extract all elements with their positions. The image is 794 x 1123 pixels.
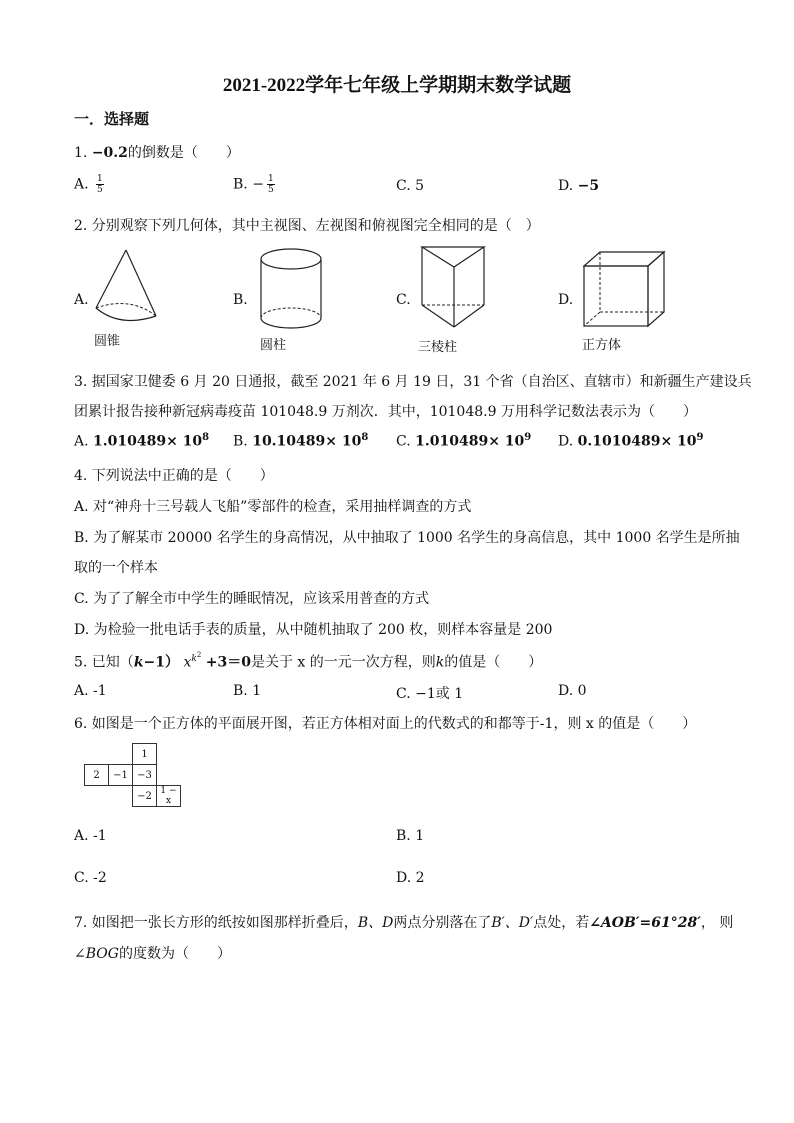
net-cell: 1 − x [157,786,181,807]
cone-figure [90,250,170,330]
q1-a-den: 5 [97,185,103,195]
cylinder-figure [260,248,330,332]
q5-tail: 的值是（ ） [444,654,543,671]
question-6-stem: 6. 如图是一个正方体的平面展开图，若正方体相对面上的代数式的和都等于-1，则 x 的值是（ ） [74,716,697,732]
q3-option-c [396,432,531,450]
q2-b-label: B. [233,292,248,308]
q3-b-exp: 8 [361,432,369,443]
question-4-stem: 4. 下列说法中正确的是（ ） [74,468,274,484]
q2-c-caption: 三棱柱 [418,340,458,355]
q3-b-base: 10.10489× 10 [252,433,362,450]
net-cell: −1 [109,765,133,786]
q1-number: 1. [74,145,92,161]
q6-option-d: D. 2 [396,870,425,886]
q7-angle-aob: ∠AOB′=61°28′ [589,915,701,931]
q2-d-label: D. [558,292,574,308]
q5-sup-2: 2 [196,651,202,659]
question-1-stem [74,142,240,162]
q4-option-c: C. 为了了解全市中学生的睡眠情况，应该采用普查的方式 [74,591,430,607]
q5-option-d: D. 0 [558,683,587,699]
question-3-line-2: 团累计报告接种新冠病毒疫苗 101048.9 万剂次．其中，101048.9 万用科学记数法表示为（ ） [74,404,697,420]
q3-b-label: B. [233,433,248,450]
q1-math: −0.2 [91,145,128,161]
q1-a-label: A. [74,176,89,193]
q5-prefix: 5. 已知（ [74,654,134,671]
q3-a-label: A. [74,433,89,450]
q5-equation-tail: +3＝0 [205,654,251,671]
triangular-prism-figure [418,245,488,335]
q3-a-exp: 8 [202,432,210,443]
q7-bd: B、D [357,915,394,931]
net-cell: −3 [133,765,157,786]
q3-c-exp: 9 [524,432,532,443]
q6-option-c: C. -2 [74,870,107,886]
q3-c-label: C. [396,433,411,450]
question-2-stem: 2. 分别观察下列几何体，其中主视图、左视图和俯视图完全相同的是（ ） [74,218,540,234]
q5-sup-k: k [191,654,197,664]
q2-d-caption: 正方体 [582,338,622,353]
cube-figure [582,250,672,330]
q7-mid2: 点处，若 [533,915,590,931]
q1-a-num: 1 [97,174,103,184]
q5-option-a: A. -1 [74,683,107,699]
section-heading: 一．选择题 [74,110,150,128]
q7-tail-2: 的度数为（ ） [118,946,231,962]
q6-option-b: B. 1 [396,828,425,844]
net-cell-top: 1 [133,744,157,765]
q1-option-d [558,178,599,194]
q1-suffix: 的倒数是（ ） [127,145,240,161]
q1-b-fraction [267,174,275,195]
q7-bd-prime: B′、D′ [491,915,534,931]
q1-a-fraction [96,174,104,195]
q5-k-2: k [435,654,445,671]
q1-option-c: C. 5 [396,178,425,194]
q2-a-label: A. [74,292,89,308]
question-7-stem [74,912,733,932]
question-3-line-1: 3. 据国家卫健委 6 月 20 日通报，截至 2021 年 6 月 19 日，31 个省（自治区、直辖市）和新疆生产建设兵 [74,374,752,390]
q1-b-sign: − [252,176,264,193]
q1-option-b [233,174,275,195]
page-title: 2021-2022学年七年级上学期期末数学试题 [222,75,572,96]
q1-b-num: 1 [267,174,274,184]
q3-option-a [74,432,209,450]
q7-angle-bog: ∠BOG [74,946,119,962]
q3-c-base: 1.010489× 10 [415,433,525,450]
q4-option-b-line-2: 取的一个样本 [74,560,158,576]
q2-c-label: C. [396,292,411,308]
q4-option-b-line-1: B. 为了解某市 20000 名学生的身高情况，从中抽取了 1000 名学生的身高信息，其中 1000 名学生是所抽 [74,530,740,546]
q4-option-d: D. 为检验一批电话手表的质量，从中随机抽取了 200 枚，则样本容量是 200 [74,622,553,638]
q2-b-caption: 圆柱 [260,338,287,353]
question-5-stem [74,651,542,672]
q5-option-c: C. −1或 1 [396,686,464,702]
q5-mid: 是关于 x 的一元一次方程，则 [250,654,436,671]
q3-d-exp: 9 [696,432,704,443]
q1-option-a [74,174,104,195]
q3-d-label: D. [558,433,574,450]
q3-d-base: 0.1010489× 10 [577,433,697,450]
q3-a-base: 1.010489× 10 [93,433,203,450]
net-cell: −2 [133,786,157,807]
q6-option-a: A. -1 [74,828,107,844]
q7-mid: 两点分别落在了 [393,915,492,931]
q4-option-a: A. 对“神舟十三号载人飞船”零部件的检查，采用抽样调查的方式 [74,499,472,515]
q3-option-d [558,432,704,450]
q5-k: k [133,654,144,671]
q3-option-b [233,432,368,450]
q7-prefix: 7. 如图把一张长方形的纸按如图那样折叠后， [74,915,358,931]
q5-minus-one: −1） [143,654,179,671]
q7-tail: ， 则 [700,915,734,931]
cube-net-figure [84,743,181,807]
q2-a-caption: 圆锥 [94,334,121,349]
q1-d-value: −5 [577,178,600,194]
question-7-line-2 [74,943,231,963]
q5-option-b: B. 1 [233,683,262,699]
q1-b-den: 5 [267,185,274,195]
q1-b-label: B. [233,176,248,193]
net-cell: 2 [85,765,109,786]
q5-x: x [183,654,192,671]
q1-d-label: D. [558,178,574,194]
